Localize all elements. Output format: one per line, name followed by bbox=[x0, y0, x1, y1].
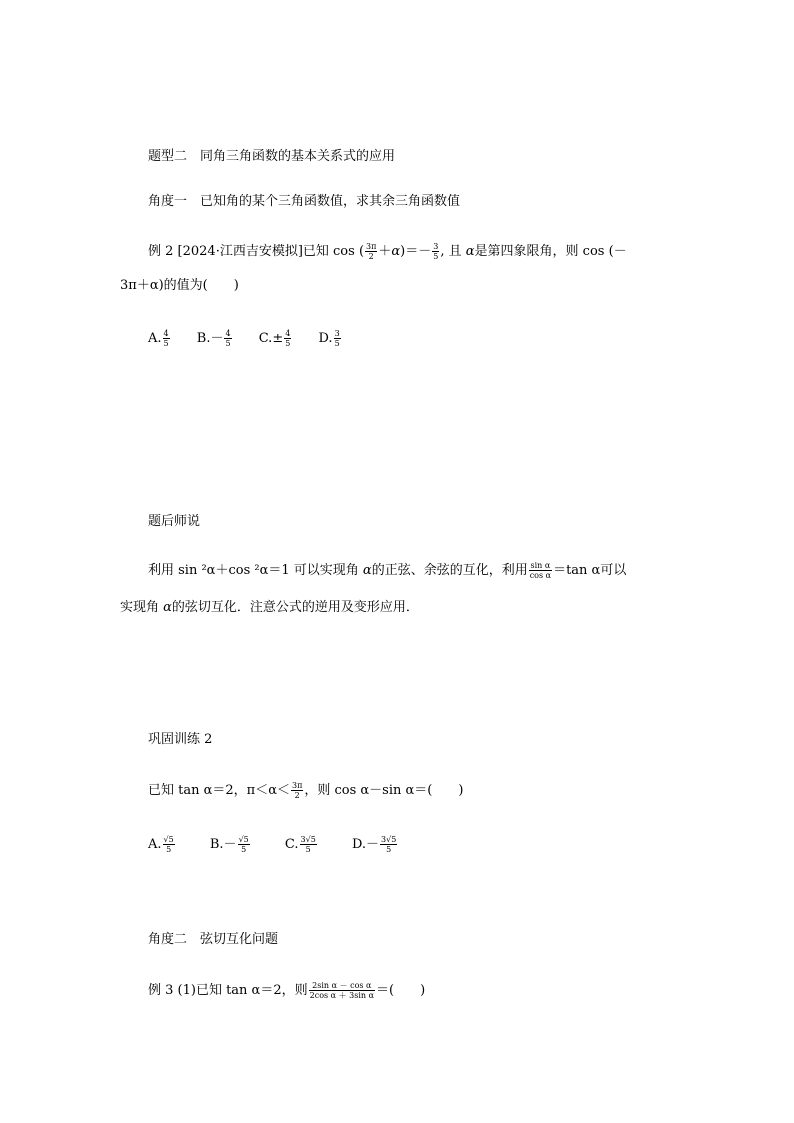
option-label: D. bbox=[318, 331, 333, 346]
example2-alpha: α bbox=[391, 244, 401, 259]
practice-text-b: ，则 cos α－sin α＝( ) bbox=[304, 783, 464, 798]
example2-frac2 bbox=[432, 242, 439, 261]
option-sign: － bbox=[210, 331, 224, 346]
frac-den: 5 bbox=[305, 845, 311, 854]
frac-den: 5 bbox=[285, 339, 291, 348]
option-b[interactable] bbox=[197, 331, 233, 346]
remark-title: 题后师说 bbox=[148, 514, 201, 529]
option-frac bbox=[163, 329, 170, 348]
frac-den: 2cos α ＋ 3sin α bbox=[309, 991, 374, 1000]
frac-num: 3π bbox=[366, 242, 377, 251]
option-frac bbox=[380, 835, 397, 854]
angle2-title: 角度二 弦切互化问题 bbox=[148, 932, 279, 947]
practice-options bbox=[148, 835, 398, 855]
remark-text-e: 的弦切互化．注意公式的逆用及变形应用． bbox=[171, 600, 419, 615]
example2-suffix-a: , 且 bbox=[440, 244, 466, 259]
option-label: B. bbox=[209, 837, 224, 852]
option-frac bbox=[284, 329, 291, 348]
remark-text-c: ＝tan α可以 bbox=[553, 563, 627, 578]
option-sign: － bbox=[223, 837, 237, 852]
example2-prefix: 例 2 [2024·江西吉安模拟]已知 cos ( bbox=[148, 244, 365, 259]
frac-num: 3π bbox=[292, 781, 303, 790]
remark-alpha: α bbox=[362, 563, 372, 578]
frac-den: 5 bbox=[163, 339, 169, 348]
example3-prefix: 例 3 (1)已知 tan α＝2，则 bbox=[148, 983, 308, 998]
option-label: C. bbox=[258, 331, 273, 346]
frac-num: 3√5 bbox=[381, 835, 397, 844]
remark-line2 bbox=[120, 598, 419, 618]
option-label: B. bbox=[196, 331, 211, 346]
option-sign: － bbox=[366, 837, 380, 852]
frac-num: 3 bbox=[334, 329, 340, 338]
option-label: C. bbox=[284, 837, 299, 852]
frac-den: 5 bbox=[166, 845, 172, 854]
example2-alpha: α bbox=[465, 244, 475, 259]
example3-frac bbox=[309, 981, 375, 1000]
frac-num: 4 bbox=[285, 329, 291, 338]
practice-frac bbox=[291, 781, 303, 800]
example2-mid1: ＋ bbox=[378, 244, 392, 259]
frac-den: 5 bbox=[334, 339, 340, 348]
example2-line1 bbox=[148, 242, 627, 262]
example2-line2: 3π＋α)的值为( ) bbox=[120, 278, 239, 293]
example2-suffix-b: 是第四象限角，则 cos (－ bbox=[474, 244, 627, 259]
option-a[interactable] bbox=[148, 837, 176, 852]
example2-options bbox=[148, 329, 342, 349]
option-d[interactable] bbox=[352, 837, 398, 852]
remark-alpha: α bbox=[163, 600, 172, 615]
option-c[interactable] bbox=[259, 331, 293, 346]
frac-num: 2sin α － cos α bbox=[309, 981, 375, 991]
frac-den: 5 bbox=[386, 845, 392, 854]
example2-mid2: )＝－ bbox=[400, 244, 432, 259]
option-c[interactable] bbox=[285, 837, 318, 852]
example3-suffix: ＝( ) bbox=[376, 983, 426, 998]
example3-line1 bbox=[148, 981, 425, 1001]
frac-den: 5 bbox=[241, 845, 247, 854]
frac-den: 5 bbox=[225, 339, 231, 348]
option-sign: ± bbox=[272, 331, 284, 346]
option-d[interactable] bbox=[318, 331, 341, 346]
option-b[interactable] bbox=[210, 837, 251, 852]
remark-text-a: 利用 sin ²α＋cos ²α＝1 可以实现角 bbox=[148, 563, 363, 578]
frac-den: 2 bbox=[368, 252, 374, 261]
frac-num: 4 bbox=[225, 329, 231, 338]
frac-num: 3√5 bbox=[300, 835, 316, 844]
option-label: A. bbox=[148, 331, 162, 346]
remark-frac bbox=[529, 561, 552, 580]
remark-text-b: 的正弦、余弦的互化，利用 bbox=[371, 563, 528, 578]
angle1-title: 角度一 已知角的某个三角函数值，求其余三角函数值 bbox=[148, 194, 461, 209]
remark-line1 bbox=[148, 561, 626, 581]
frac-num: √5 bbox=[238, 835, 249, 844]
frac-num: √5 bbox=[163, 835, 174, 844]
option-label: D. bbox=[351, 837, 367, 852]
frac-den: 2 bbox=[294, 791, 300, 800]
remark-text-d: 实现角 bbox=[120, 600, 164, 615]
example2-frac1 bbox=[365, 242, 377, 261]
option-frac bbox=[238, 835, 250, 854]
option-frac bbox=[163, 835, 175, 854]
frac-num: sin α bbox=[530, 561, 551, 570]
option-label: A. bbox=[148, 837, 162, 852]
frac-den: 5 bbox=[433, 252, 439, 261]
option-frac bbox=[334, 329, 341, 348]
frac-num: 4 bbox=[163, 329, 169, 338]
frac-den: cos α bbox=[529, 571, 552, 580]
option-frac bbox=[300, 835, 317, 854]
practice-question bbox=[148, 781, 463, 801]
option-frac bbox=[224, 329, 231, 348]
section-title: 题型二 同角三角函数的基本关系式的应用 bbox=[148, 149, 396, 164]
practice-title: 巩固训练 2 bbox=[148, 732, 213, 747]
option-a[interactable] bbox=[148, 331, 171, 346]
practice-text-a: 已知 tan α＝2，π＜α＜ bbox=[148, 783, 290, 798]
frac-num: 3 bbox=[433, 242, 439, 251]
